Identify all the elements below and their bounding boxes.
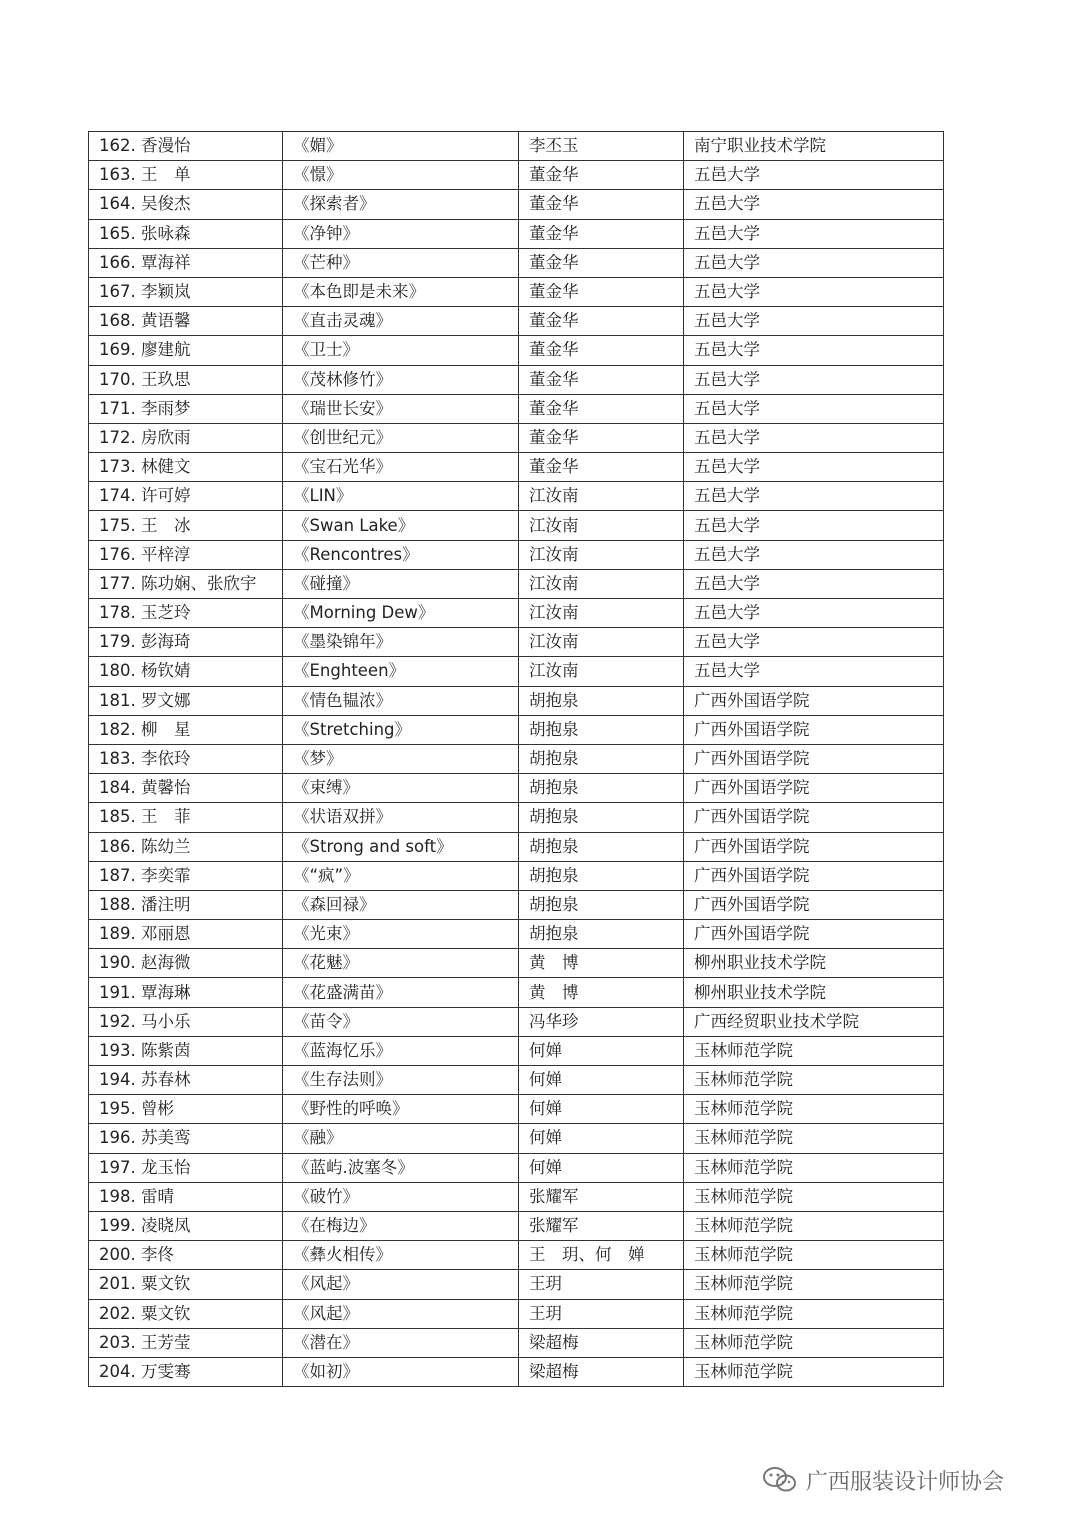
watermark-text: 广西服装设计师协会 — [806, 1469, 1005, 1495]
school-name-cell: 玉林师范学院 — [684, 1036, 944, 1065]
table-row — [89, 336, 944, 365]
entrant-name-cell: 202. 粟文钦 — [89, 1299, 283, 1328]
entrant-name-cell: 200. 李佟 — [89, 1241, 283, 1270]
table-row — [89, 890, 944, 919]
school-name-cell: 柳州职业技术学院 — [684, 949, 944, 978]
school-name-cell: 五邑大学 — [684, 540, 944, 569]
school-name-cell: 玉林师范学院 — [684, 1241, 944, 1270]
entrant-name-cell: 203. 王芳莹 — [89, 1328, 283, 1357]
work-title-cell: 《蓝海忆乐》 — [283, 1036, 519, 1065]
mentor-name-cell: 胡抱泉 — [519, 715, 684, 744]
table-row — [89, 803, 944, 832]
work-title-cell: 《如初》 — [283, 1357, 519, 1386]
school-name-cell: 广西外国语学院 — [684, 920, 944, 949]
work-title-cell: 《茂林修竹》 — [283, 365, 519, 394]
work-title-cell: 《探索者》 — [283, 190, 519, 219]
school-name-cell: 五邑大学 — [684, 219, 944, 248]
school-name-cell: 广西外国语学院 — [684, 774, 944, 803]
work-title-cell: 《媚》 — [283, 132, 519, 161]
entrant-name-cell: 184. 黄馨怡 — [89, 774, 283, 803]
mentor-name-cell: 冯华珍 — [519, 1007, 684, 1036]
entrant-name-cell: 195. 曾彬 — [89, 1095, 283, 1124]
school-name-cell: 柳州职业技术学院 — [684, 978, 944, 1007]
table-row — [89, 978, 944, 1007]
table-row — [89, 1182, 944, 1211]
school-name-cell: 广西外国语学院 — [684, 803, 944, 832]
mentor-name-cell: 何婵 — [519, 1036, 684, 1065]
table-row — [89, 394, 944, 423]
work-title-cell: 《卫士》 — [283, 336, 519, 365]
table-row — [89, 307, 944, 336]
school-name-cell: 玉林师范学院 — [684, 1328, 944, 1357]
school-name-cell: 五邑大学 — [684, 248, 944, 277]
wechat-icon — [762, 1465, 798, 1495]
table-row — [89, 599, 944, 628]
work-title-cell: 《状语双拼》 — [283, 803, 519, 832]
entrant-name-cell: 172. 房欣雨 — [89, 423, 283, 452]
table-row — [89, 949, 944, 978]
school-name-cell: 广西外国语学院 — [684, 861, 944, 890]
table-row — [89, 1124, 944, 1153]
school-name-cell: 五邑大学 — [684, 511, 944, 540]
entrant-name-cell: 181. 罗文娜 — [89, 686, 283, 715]
work-title-cell: 《彝火相传》 — [283, 1241, 519, 1270]
school-name-cell: 五邑大学 — [684, 277, 944, 306]
table-row — [89, 744, 944, 773]
work-title-cell: 《Stretching》 — [283, 715, 519, 744]
entrant-name-cell: 182. 柳 星 — [89, 715, 283, 744]
school-name-cell: 广西外国语学院 — [684, 890, 944, 919]
table-row — [89, 1036, 944, 1065]
mentor-name-cell: 梁超梅 — [519, 1357, 684, 1386]
school-name-cell: 广西经贸职业技术学院 — [684, 1007, 944, 1036]
entrant-name-cell: 178. 玉芝玲 — [89, 599, 283, 628]
entrant-name-cell: 183. 李依玲 — [89, 744, 283, 773]
mentor-name-cell: 董金华 — [519, 365, 684, 394]
work-title-cell: 《宝石光华》 — [283, 453, 519, 482]
roster-body — [89, 132, 944, 1387]
entrant-name-cell: 174. 许可婷 — [89, 482, 283, 511]
table-row — [89, 511, 944, 540]
mentor-name-cell: 胡抱泉 — [519, 774, 684, 803]
mentor-name-cell: 张耀军 — [519, 1211, 684, 1240]
table-row — [89, 920, 944, 949]
work-title-cell: 《花盛满苗》 — [283, 978, 519, 1007]
entrant-name-cell: 196. 苏美鸾 — [89, 1124, 283, 1153]
table-row — [89, 219, 944, 248]
work-title-cell: 《风起》 — [283, 1299, 519, 1328]
entrant-name-cell: 199. 凌晓凤 — [89, 1211, 283, 1240]
work-title-cell: 《Morning Dew》 — [283, 599, 519, 628]
school-name-cell: 玉林师范学院 — [684, 1095, 944, 1124]
mentor-name-cell: 董金华 — [519, 161, 684, 190]
entrant-name-cell: 198. 雷晴 — [89, 1182, 283, 1211]
work-title-cell: 《创世纪元》 — [283, 423, 519, 452]
school-name-cell: 玉林师范学院 — [684, 1357, 944, 1386]
table-row — [89, 715, 944, 744]
entrant-name-cell: 164. 吴俊杰 — [89, 190, 283, 219]
school-name-cell: 五邑大学 — [684, 307, 944, 336]
school-name-cell: 广西外国语学院 — [684, 715, 944, 744]
work-title-cell: 《碰撞》 — [283, 569, 519, 598]
school-name-cell: 玉林师范学院 — [684, 1066, 944, 1095]
mentor-name-cell: 董金华 — [519, 336, 684, 365]
table-row — [89, 1153, 944, 1182]
work-title-cell: 《束缚》 — [283, 774, 519, 803]
table-row — [89, 482, 944, 511]
entrant-name-cell: 165. 张咏森 — [89, 219, 283, 248]
entrant-name-cell: 194. 苏春林 — [89, 1066, 283, 1095]
work-title-cell: 《野性的呼唤》 — [283, 1095, 519, 1124]
entrant-name-cell: 204. 万雯骞 — [89, 1357, 283, 1386]
mentor-name-cell: 王 玥、何 婵 — [519, 1241, 684, 1270]
entrant-name-cell: 168. 黄语馨 — [89, 307, 283, 336]
entrant-name-cell: 185. 王 菲 — [89, 803, 283, 832]
mentor-name-cell: 董金华 — [519, 394, 684, 423]
work-title-cell: 《Enghteen》 — [283, 657, 519, 686]
award-roster-table — [88, 131, 944, 1387]
work-title-cell: 《情色韫浓》 — [283, 686, 519, 715]
mentor-name-cell: 李丕玉 — [519, 132, 684, 161]
mentor-name-cell: 胡抱泉 — [519, 890, 684, 919]
work-title-cell: 《破竹》 — [283, 1182, 519, 1211]
table-row — [89, 1270, 944, 1299]
table-row — [89, 1066, 944, 1095]
school-name-cell: 玉林师范学院 — [684, 1182, 944, 1211]
table-row — [89, 774, 944, 803]
table-row — [89, 1007, 944, 1036]
school-name-cell: 玉林师范学院 — [684, 1211, 944, 1240]
school-name-cell: 五邑大学 — [684, 190, 944, 219]
mentor-name-cell: 何婵 — [519, 1124, 684, 1153]
entrant-name-cell: 186. 陈幼兰 — [89, 832, 283, 861]
school-name-cell: 五邑大学 — [684, 423, 944, 452]
work-title-cell: 《在梅边》 — [283, 1211, 519, 1240]
work-title-cell: 《潜在》 — [283, 1328, 519, 1357]
table-row — [89, 686, 944, 715]
work-title-cell: 《芒种》 — [283, 248, 519, 277]
work-title-cell: 《瑞世长安》 — [283, 394, 519, 423]
table-row — [89, 1357, 944, 1386]
work-title-cell: 《“疯”》 — [283, 861, 519, 890]
work-title-cell: 《Swan Lake》 — [283, 511, 519, 540]
table-row — [89, 248, 944, 277]
table-row — [89, 453, 944, 482]
work-title-cell: 《本色即是未来》 — [283, 277, 519, 306]
mentor-name-cell: 胡抱泉 — [519, 803, 684, 832]
work-title-cell: 《森回禄》 — [283, 890, 519, 919]
entrant-name-cell: 177. 陈功娴、张欣宇 — [89, 569, 283, 598]
table-row — [89, 1241, 944, 1270]
table-row — [89, 161, 944, 190]
school-name-cell: 玉林师范学院 — [684, 1270, 944, 1299]
entrant-name-cell: 189. 邓丽恩 — [89, 920, 283, 949]
entrant-name-cell: 169. 廖建航 — [89, 336, 283, 365]
table-row — [89, 1095, 944, 1124]
table-row — [89, 190, 944, 219]
work-title-cell: 《墨染锦年》 — [283, 628, 519, 657]
mentor-name-cell: 张耀军 — [519, 1182, 684, 1211]
entrant-name-cell: 171. 李雨梦 — [89, 394, 283, 423]
mentor-name-cell: 董金华 — [519, 307, 684, 336]
mentor-name-cell: 王玥 — [519, 1270, 684, 1299]
table-row — [89, 832, 944, 861]
work-title-cell: 《LIN》 — [283, 482, 519, 511]
school-name-cell: 五邑大学 — [684, 628, 944, 657]
school-name-cell: 玉林师范学院 — [684, 1299, 944, 1328]
table-row — [89, 628, 944, 657]
mentor-name-cell: 何婵 — [519, 1066, 684, 1095]
mentor-name-cell: 江汝南 — [519, 540, 684, 569]
school-name-cell: 五邑大学 — [684, 569, 944, 598]
mentor-name-cell: 梁超梅 — [519, 1328, 684, 1357]
entrant-name-cell: 162. 香漫怡 — [89, 132, 283, 161]
entrant-name-cell: 193. 陈紫茵 — [89, 1036, 283, 1065]
table-row — [89, 1328, 944, 1357]
table-row — [89, 1211, 944, 1240]
work-title-cell: 《苗令》 — [283, 1007, 519, 1036]
mentor-name-cell: 何婵 — [519, 1095, 684, 1124]
work-title-cell: 《Rencontres》 — [283, 540, 519, 569]
table-row — [89, 861, 944, 890]
mentor-name-cell: 董金华 — [519, 277, 684, 306]
mentor-name-cell: 胡抱泉 — [519, 832, 684, 861]
entrant-name-cell: 170. 王玖思 — [89, 365, 283, 394]
table-row — [89, 365, 944, 394]
entrant-name-cell: 173. 林健文 — [89, 453, 283, 482]
mentor-name-cell: 胡抱泉 — [519, 686, 684, 715]
entrant-name-cell: 180. 杨钦婧 — [89, 657, 283, 686]
entrant-name-cell: 188. 潘注明 — [89, 890, 283, 919]
entrant-name-cell: 176. 平梓淳 — [89, 540, 283, 569]
table-row — [89, 1299, 944, 1328]
mentor-name-cell: 董金华 — [519, 190, 684, 219]
work-title-cell: 《Strong and soft》 — [283, 832, 519, 861]
entrant-name-cell: 197. 龙玉怡 — [89, 1153, 283, 1182]
mentor-name-cell: 董金华 — [519, 219, 684, 248]
school-name-cell: 五邑大学 — [684, 599, 944, 628]
mentor-name-cell: 董金华 — [519, 423, 684, 452]
entrant-name-cell: 190. 赵海微 — [89, 949, 283, 978]
work-title-cell: 《生存法则》 — [283, 1066, 519, 1095]
entrant-name-cell: 179. 彭海琦 — [89, 628, 283, 657]
table-row — [89, 540, 944, 569]
mentor-name-cell: 江汝南 — [519, 482, 684, 511]
mentor-name-cell: 江汝南 — [519, 511, 684, 540]
entrant-name-cell: 167. 李颖岚 — [89, 277, 283, 306]
school-name-cell: 五邑大学 — [684, 657, 944, 686]
entrant-name-cell: 201. 粟文钦 — [89, 1270, 283, 1299]
mentor-name-cell: 黄 博 — [519, 949, 684, 978]
mentor-name-cell: 王玥 — [519, 1299, 684, 1328]
work-title-cell: 《梦》 — [283, 744, 519, 773]
mentor-name-cell: 黄 博 — [519, 978, 684, 1007]
school-name-cell: 五邑大学 — [684, 161, 944, 190]
mentor-name-cell: 江汝南 — [519, 599, 684, 628]
school-name-cell: 五邑大学 — [684, 453, 944, 482]
school-name-cell: 广西外国语学院 — [684, 686, 944, 715]
school-name-cell: 广西外国语学院 — [684, 832, 944, 861]
mentor-name-cell: 董金华 — [519, 248, 684, 277]
work-title-cell: 《融》 — [283, 1124, 519, 1153]
table-row — [89, 277, 944, 306]
table-row — [89, 423, 944, 452]
mentor-name-cell: 胡抱泉 — [519, 744, 684, 773]
table-row — [89, 569, 944, 598]
school-name-cell: 南宁职业技术学院 — [684, 132, 944, 161]
work-title-cell: 《光束》 — [283, 920, 519, 949]
roster-sheet — [88, 131, 943, 1387]
watermark — [762, 1460, 1004, 1500]
work-title-cell: 《憬》 — [283, 161, 519, 190]
school-name-cell: 广西外国语学院 — [684, 744, 944, 773]
entrant-name-cell: 163. 王 单 — [89, 161, 283, 190]
mentor-name-cell: 江汝南 — [519, 657, 684, 686]
work-title-cell: 《蓝屿.波塞冬》 — [283, 1153, 519, 1182]
mentor-name-cell: 江汝南 — [519, 569, 684, 598]
work-title-cell: 《风起》 — [283, 1270, 519, 1299]
entrant-name-cell: 192. 马小乐 — [89, 1007, 283, 1036]
school-name-cell: 五邑大学 — [684, 365, 944, 394]
work-title-cell: 《净钟》 — [283, 219, 519, 248]
mentor-name-cell: 董金华 — [519, 453, 684, 482]
school-name-cell: 五邑大学 — [684, 482, 944, 511]
school-name-cell: 玉林师范学院 — [684, 1153, 944, 1182]
work-title-cell: 《直击灵魂》 — [283, 307, 519, 336]
table-row — [89, 657, 944, 686]
school-name-cell: 五邑大学 — [684, 394, 944, 423]
entrant-name-cell: 166. 覃海祥 — [89, 248, 283, 277]
entrant-name-cell: 187. 李奕霏 — [89, 861, 283, 890]
entrant-name-cell: 191. 覃海琳 — [89, 978, 283, 1007]
school-name-cell: 玉林师范学院 — [684, 1124, 944, 1153]
mentor-name-cell: 胡抱泉 — [519, 920, 684, 949]
school-name-cell: 五邑大学 — [684, 336, 944, 365]
work-title-cell: 《花魅》 — [283, 949, 519, 978]
mentor-name-cell: 江汝南 — [519, 628, 684, 657]
mentor-name-cell: 胡抱泉 — [519, 861, 684, 890]
table-row — [89, 132, 944, 161]
mentor-name-cell: 何婵 — [519, 1153, 684, 1182]
entrant-name-cell: 175. 王 冰 — [89, 511, 283, 540]
